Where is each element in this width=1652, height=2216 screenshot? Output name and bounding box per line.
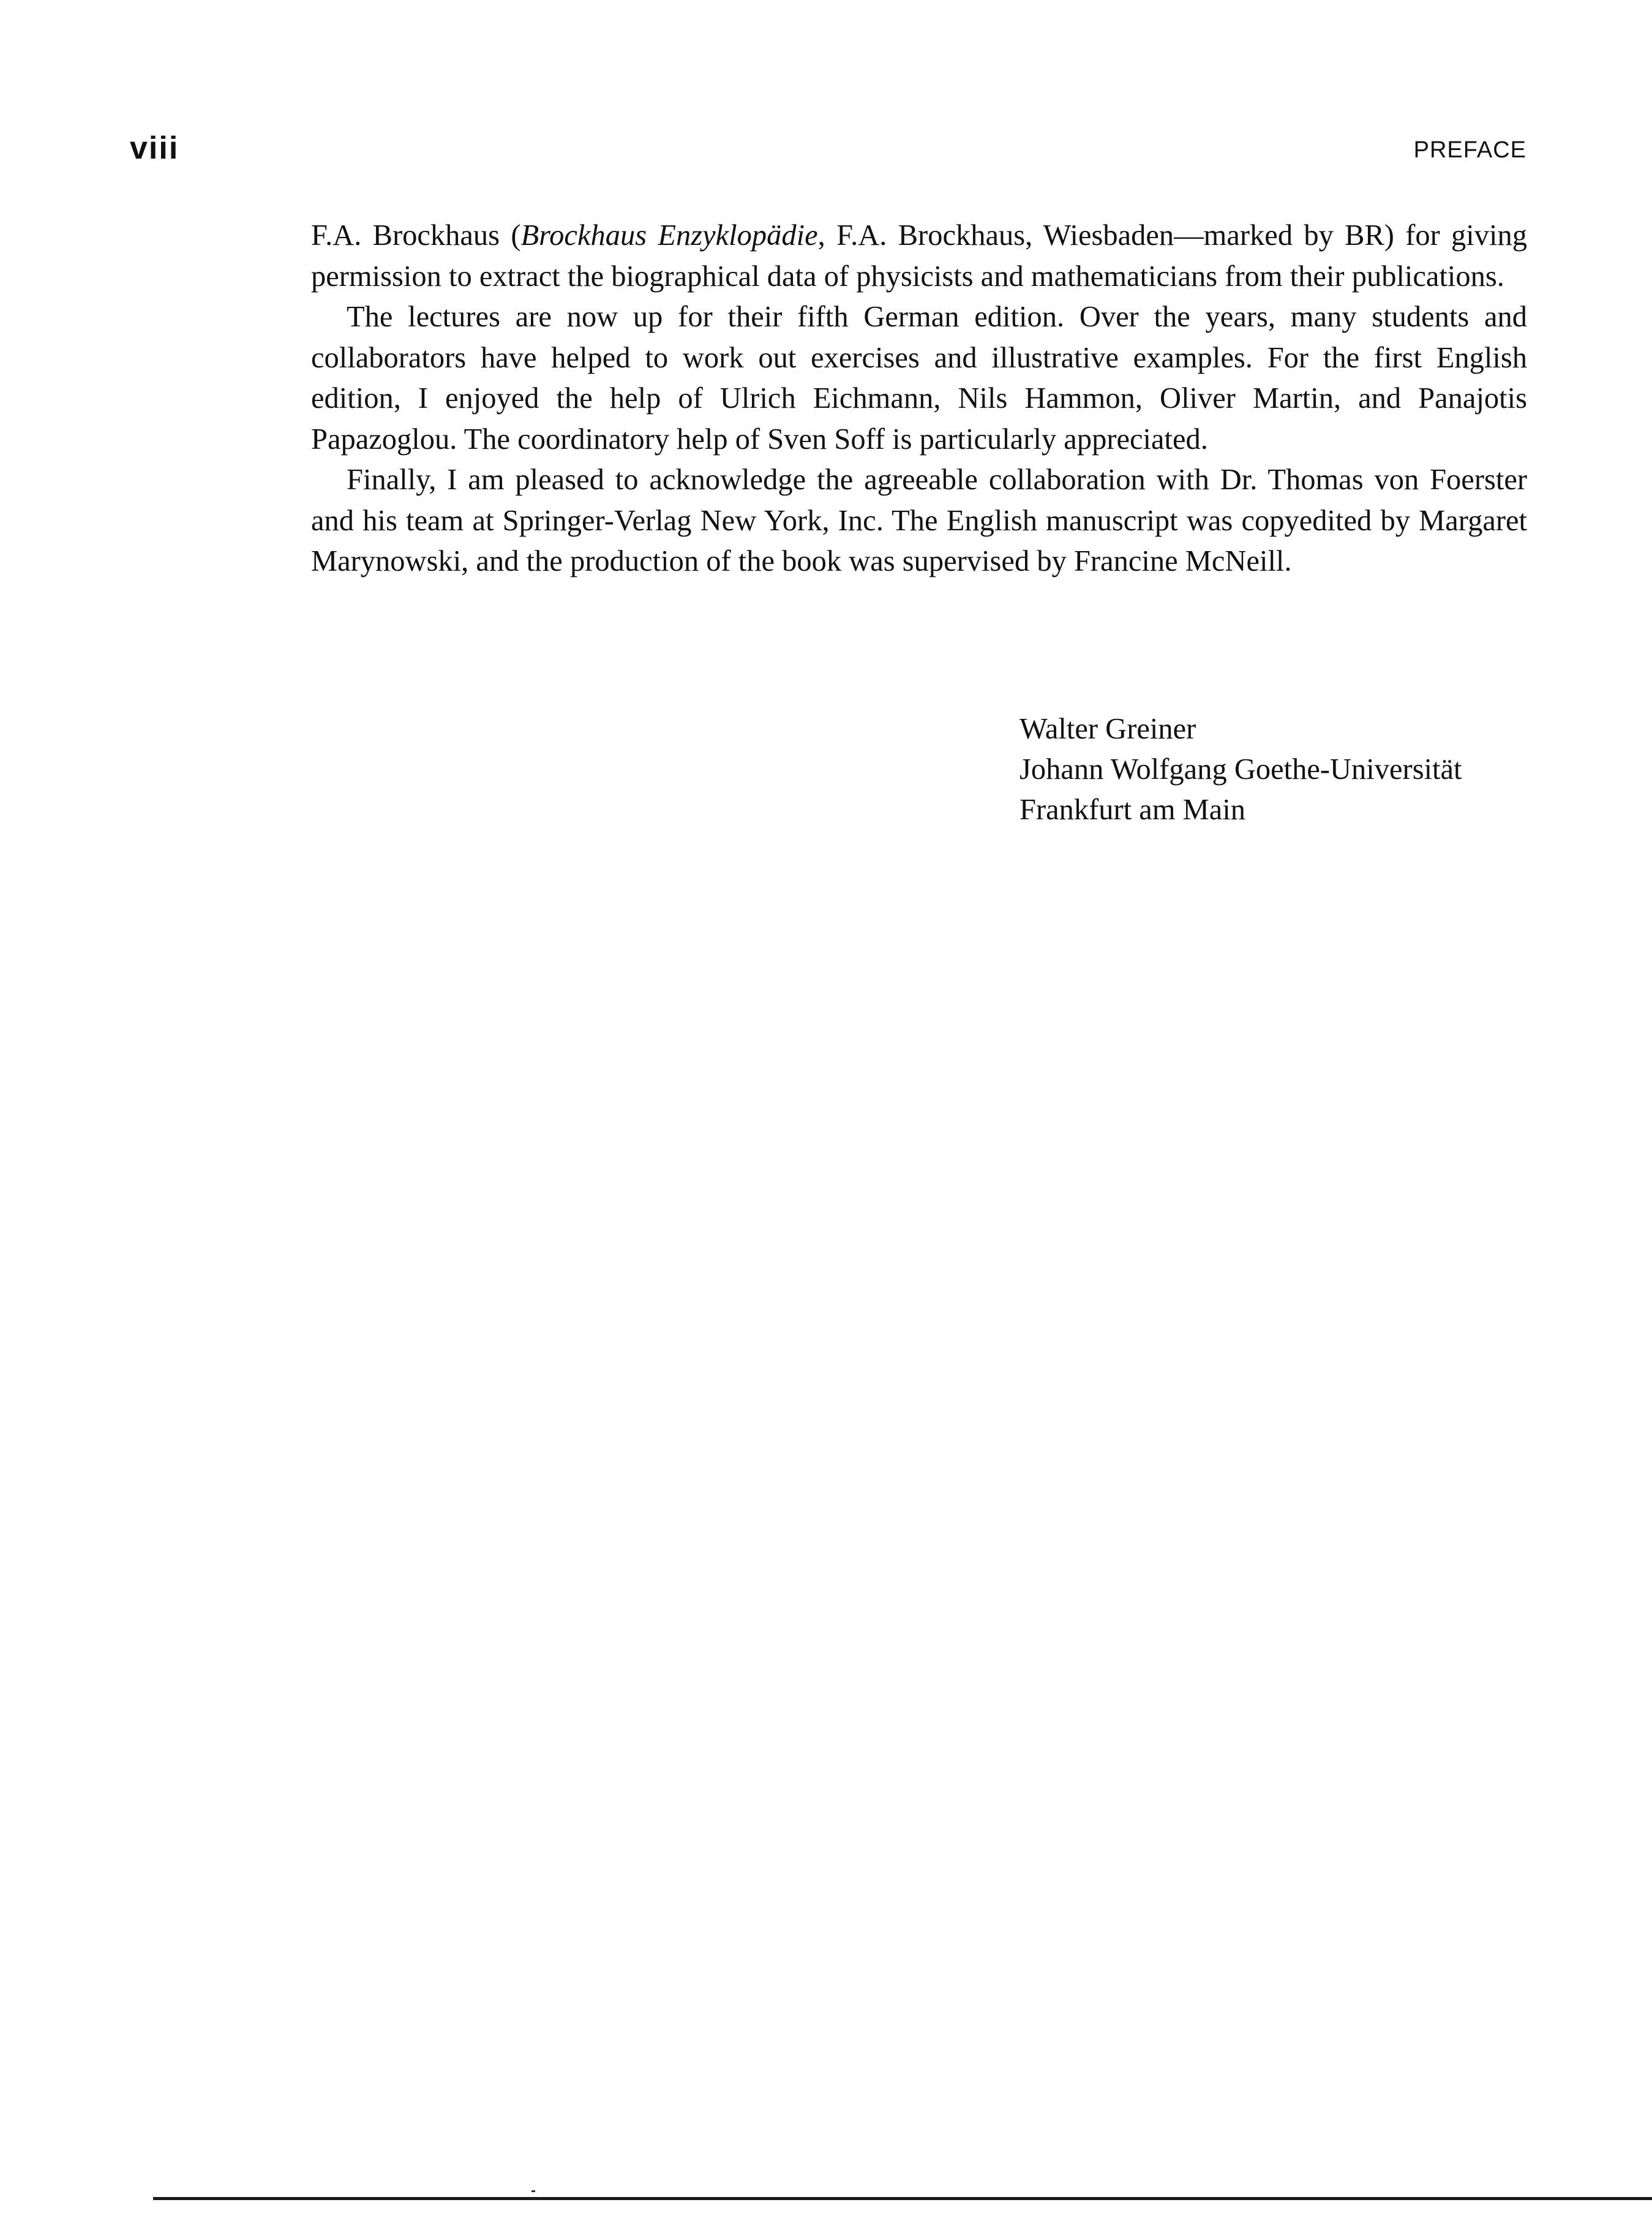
paragraph-text: , F.A. Brockhaus, Wiesbaden—marked by BR) for giving permission to extract the biographical data of physicists and mathematicians from their publications. bbox=[311, 219, 1527, 293]
author-city: Frankfurt am Main bbox=[1019, 794, 1246, 826]
paragraph-lectures: The lectures are now up for their fifth German edition. Over the years, many students and collaborators have helped to work out exercises and illustrative examples. For the first English edition, I enjoyed the help of Ulrich Eichmann, Nils Hammon, Oliver Martin, and Panajotis Papazoglou. The coordinatory help of Sven Soff is particularly appreciated. bbox=[311, 301, 1527, 456]
paragraph-acknowledgement-brockhaus bbox=[311, 216, 1527, 297]
paragraph-text: F.A. Brockhaus ( bbox=[311, 219, 521, 252]
bottom-rule-mark bbox=[531, 2190, 535, 2192]
author-institution: Johann Wolfgang Goethe-Universität bbox=[1019, 753, 1462, 786]
signature-block bbox=[1019, 709, 1462, 830]
publication-title: Brockhaus Enzyklopädie bbox=[520, 219, 818, 252]
paragraph-collaboration: Finally, I am pleased to acknowledge the agreeable collaboration with Dr. Thomas von Foerster and his team at Springer-Verlag New York, Inc. The English manuscript was copyedited by Margaret Marynowski, and the production of the book was supervised by Francine McNeill. bbox=[311, 464, 1527, 577]
author-name: Walter Greiner bbox=[1019, 713, 1196, 745]
preface-body bbox=[311, 216, 1527, 582]
bottom-rule bbox=[153, 2197, 1652, 2200]
running-head: PREFACE bbox=[1413, 137, 1526, 163]
page-number: viii bbox=[130, 130, 179, 166]
